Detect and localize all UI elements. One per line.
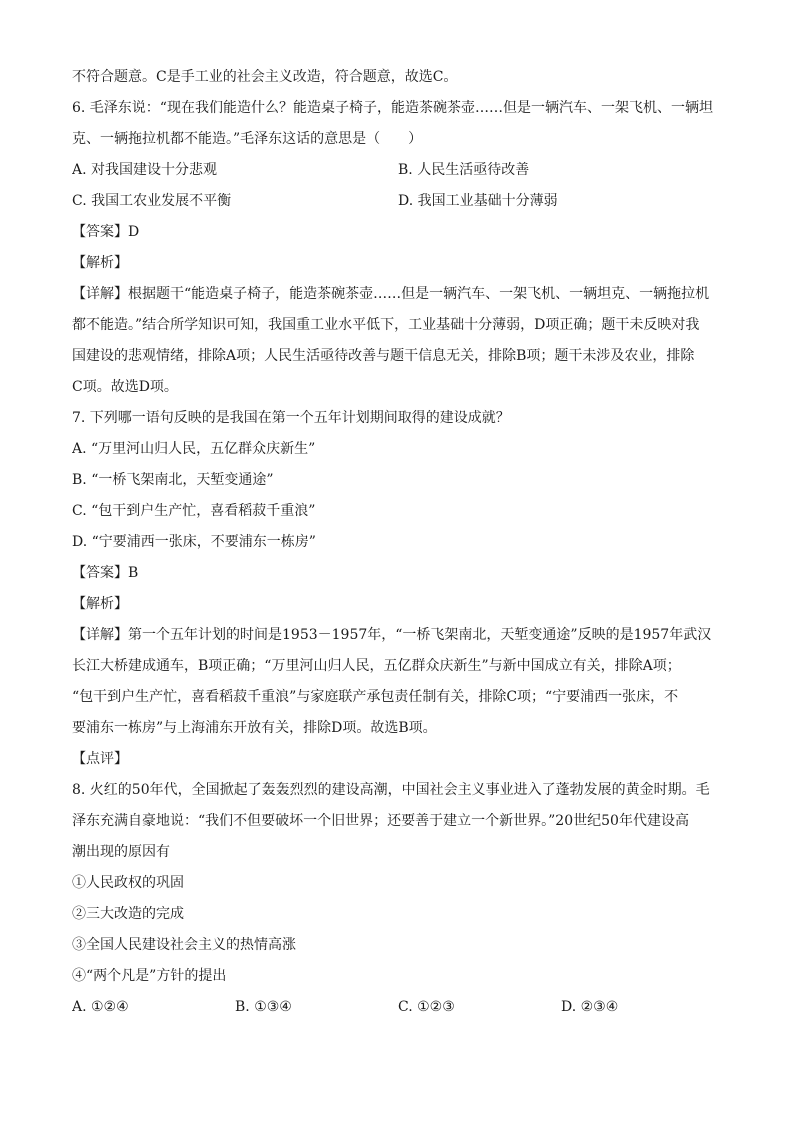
intro-text: 不符合题意。C是手工业的社会主义改造，符合题意，故选C。	[72, 69, 458, 85]
q7-detail-line-2: 长江大桥建成通车，B项正确；“万里河山归人民，五亿群众庆新生”与新中国成立有关，排除A项；	[72, 658, 681, 674]
q6-detail-line-3: 国建设的悲观情绪，排除A项；人民生活亟待改善与题干信息无关，排除B项；题干未涉及农业，排除	[72, 348, 695, 364]
q8-option-c: C. ①②③	[398, 999, 455, 1015]
q8-stem-line-3: 潮出现的原因有	[72, 844, 170, 860]
q6-option-c: C. 我国工农业发展不平衡	[72, 193, 232, 209]
q7-option-c: C. “包干到户生产忙，喜看稻菽千重浪”	[72, 503, 316, 519]
q7-detail-line-1: 【详解】第一个五年计划的时间是1953－1957年，“一桥飞架南北，天堑变通途”反映的是1957年武汉	[72, 627, 712, 643]
q6-stem-line-1: 6. 毛泽东说：“现在我们能造什么？能造桌子椅子，能造茶碗茶壶……但是一辆汽车、一架飞机、一辆坦	[72, 100, 713, 116]
question-7	[72, 403, 724, 775]
q7-detail-line-4: 要浦东一栋房”与上海浦东开放有关，排除D项。故选B项。	[72, 720, 437, 736]
q6-option-a: A. 对我国建设十分悲观	[72, 162, 218, 178]
q6-options-row-2	[72, 186, 724, 217]
document-page	[72, 62, 724, 1023]
q6-analysis-label: 【解析】	[72, 255, 128, 271]
question-8	[72, 775, 724, 1023]
q7-analysis-label: 【解析】	[72, 596, 128, 612]
q6-detail-line-1: 【详解】根据题干“能造桌子椅子，能造茶碗茶壶……但是一辆汽车、一架飞机、一辆坦克、一辆拖拉机	[72, 286, 710, 302]
q8-option-d: D. ②③④	[561, 999, 619, 1015]
q6-option-d: D. 我国工业基础十分薄弱	[398, 193, 558, 209]
q8-options-row	[72, 992, 724, 1023]
q8-stem-line-2: 泽东充满自豪地说：“我们不但要破坏一个旧世界；还要善于建立一个新世界。”20世纪50年代建设高	[72, 813, 689, 829]
q6-answer: 【答案】D	[72, 224, 140, 240]
q7-detail-line-3: “包干到户生产忙，喜看稻菽千重浪”与家庭联产承包责任制有关，排除C项；“宁要浦西一张床，不	[72, 689, 679, 705]
q7-option-d: D. “宁要浦西一张床，不要浦东一栋房”	[72, 534, 316, 550]
q8-item-2: ②三大改造的完成	[72, 906, 184, 922]
q6-detail-line-2: 都不能造。”结合所学知识可知，我国重工业水平低下，工业基础十分薄弱，D项正确；题干未反映对我	[72, 317, 700, 333]
q8-item-3: ③全国人民建设社会主义的热情高涨	[72, 937, 296, 953]
q7-stem: 7. 下列哪一语句反映的是我国在第一个五年计划期间取得的建设成就？	[72, 410, 510, 426]
q6-options-row-1	[72, 155, 724, 186]
q8-stem-line-1: 8. 火红的50年代，全国掀起了轰轰烈烈的建设高潮，中国社会主义事业进入了蓬勃发展的黄金时期。毛	[72, 782, 710, 798]
q7-option-a: A. “万里河山归人民，五亿群众庆新生”	[72, 441, 316, 457]
q6-option-b: B. 人民生活亟待改善	[398, 162, 530, 178]
question-6	[72, 93, 724, 403]
q7-comment-label: 【点评】	[72, 751, 128, 767]
q6-stem-line-2: 克、一辆拖拉机都不能造。”毛泽东这话的意思是（ ）	[72, 131, 423, 147]
q8-option-a: A. ①②④	[72, 999, 129, 1015]
q8-item-1: ①人民政权的巩固	[72, 875, 184, 891]
q8-option-b: B. ①③④	[235, 999, 292, 1015]
q7-option-b: B. “一桥飞架南北，天堑变通途”	[72, 472, 274, 488]
q7-answer: 【答案】B	[72, 565, 139, 581]
q8-item-4: ④“两个凡是”方针的提出	[72, 968, 227, 984]
q6-detail-line-4: C项。故选D项。	[72, 379, 178, 395]
